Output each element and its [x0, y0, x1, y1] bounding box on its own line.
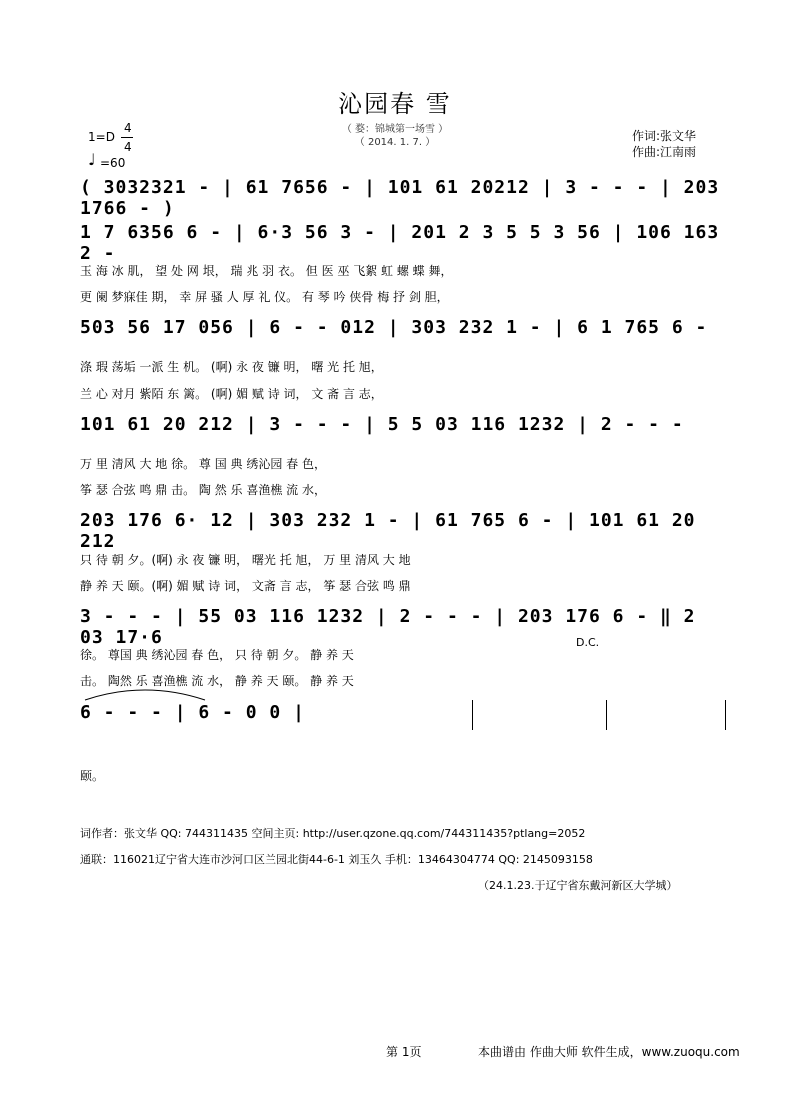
quarter-note-icon: ♩: [88, 150, 96, 169]
lyric-line: 击。 陶然 乐 喜渔樵 流 水， 静 养 天 颐。 静 养 天: [80, 674, 354, 688]
lyric-line: 兰 心 对月 紫陌 东 篱。 (啊) 媚 赋 诗 词， 文 斋 言 志，: [80, 387, 383, 401]
page-title: 沁园春 雪: [338, 90, 452, 118]
lyric-line: 只 待 朝 夕。(啊) 永 夜 镰 明， 曙光 托 旭， 万 里 清风 大 地: [80, 553, 411, 567]
barline: [725, 700, 726, 730]
notes: 6 - - - | 6 - 0 0 |: [80, 702, 305, 723]
notes: 503 56 17 056 | 6 - - 012 | 303 232 1 - | 6 1 765 6 -: [80, 317, 708, 338]
notes: 101 61 20 212 | 3 - - - | 5 5 03 116 1232 | 2 - - -: [80, 414, 684, 435]
score-row-4: [80, 412, 730, 442]
lyric-line: 玉 海 冰 肌， 望 处 网 垠， 瑞 兆 羽 衣。 但 医 巫 飞絮 虹 螺 蝶 舞，: [80, 264, 453, 278]
author-contact: 词作者：张文华 QQ: 744311435 空间主页: http://user.qzone.qq.com/744311435?ptlang=2052: [80, 827, 586, 840]
subtitle: （ 婺：锦城第一场雪 ）: [341, 124, 449, 135]
notes: 3 - - - | 55 03 116 1232 | 2 - - - | 203 176 6 - ‖ 2 03 17·6: [80, 606, 696, 648]
composition-note: （24.1.23.于辽宁省东戴河新区大学城）: [478, 879, 678, 892]
score-row-1: [80, 175, 730, 219]
key-signature: 1=D: [88, 130, 115, 144]
mailing-address: 通联：116021辽宁省大连市沙河口区兰园北街44-6-1 刘玉久 手机：13464304774 QQ: 2145093158: [80, 853, 593, 866]
slur-icon: [80, 684, 210, 704]
lyric-line: 更 阑 梦寐佳 期， 幸 屏 骚 人 厚 礼 仪。 有 琴 吟 侠骨 梅 抒 剑 胆，: [80, 290, 449, 304]
lyric-line: 颐。: [80, 769, 105, 783]
time-numerator: 4: [124, 121, 132, 135]
date-line: （ 2014. 1. 7. ）: [354, 137, 436, 148]
score-row-5: [80, 508, 730, 552]
lyric-line: 徐。 尊国 典 绣沁园 春 色， 只 待 朝 夕。 静 养 天: [80, 648, 354, 662]
dc-marking: D.C.: [576, 636, 600, 649]
notes: 203 176 6· 12 | 303 232 1 - | 61 765 6 - | 101 61 20 212: [80, 510, 696, 552]
lyricist: 作词:张文华: [632, 129, 697, 143]
barline: [472, 700, 473, 730]
score-row-3: [80, 315, 730, 345]
page-number: 第 1页: [386, 1045, 422, 1059]
notes: ( 3032321 - | 61 7656 - | 101 61 20212 | 3 - - - | 203 1766 - ): [80, 177, 720, 219]
tempo: =60: [100, 156, 126, 170]
time-divider: [121, 137, 133, 138]
score-row-7: [80, 700, 730, 730]
score-row-2: [80, 220, 730, 264]
lyric-line: 涤 瑕 荡垢 一派 生 机。 (啊) 永 夜 镰 明， 曙 光 托 旭，: [80, 360, 383, 374]
lyric-line: 万 里 清风 大 地 徐。 尊 国 典 绣沁园 春 色，: [80, 457, 326, 471]
time-denominator: 4: [124, 140, 132, 154]
lyric-line: 静 养 天 颐。(啊) 媚 赋 诗 词， 文斋 言 志， 筝 瑟 合弦 鸣 鼎: [80, 579, 411, 593]
notes: 1 7 6356 6 - | 6·3 56 3 - | 201 2 3 5 5 3 56 | 106 163 2 -: [80, 222, 720, 264]
composer: 作曲:江南雨: [632, 145, 697, 159]
lyric-line: 筝 瑟 合弦 鸣 鼎 击。 陶 然 乐 喜渔樵 流 水，: [80, 483, 326, 497]
barline: [606, 700, 607, 730]
generator-credit: 本曲谱由 作曲大师 软件生成，www.zuoqu.com: [478, 1045, 740, 1059]
